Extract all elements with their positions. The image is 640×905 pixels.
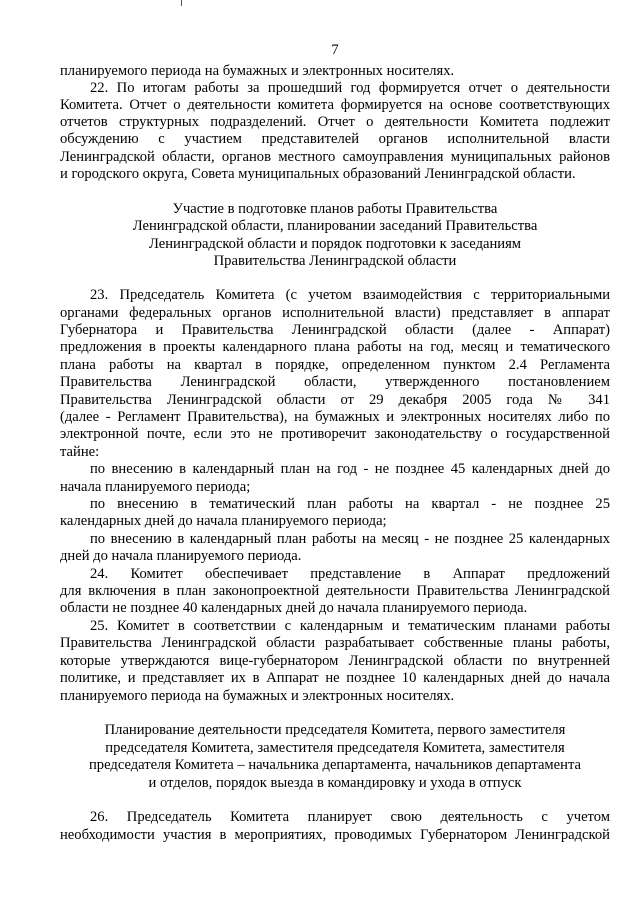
list-item-line: по внесению в календарный план работы на месяц - не позднее 25 календарных [90,531,610,547]
paragraph-24-line: для включения в план законопроектной деятельности Правительства Ленинградской [60,583,610,599]
paragraph-24-line: области не позднее 40 календарных дней до начала планируемого периода. [60,600,528,616]
paragraph-26-line: необходимости участия в мероприятиях, проводимых Губернатором Ленинградской [60,827,610,843]
paragraph-23-line: (далее - Регламент Правительства), на бумажных и электронных носителях либо по [60,409,610,425]
list-item-line: дней до начала планируемого периода. [60,548,302,564]
section-heading-line: Планирование деятельности председателя Комитета, первого заместителя [104,722,566,738]
paragraph-23-line: электронной почте, если это не противоречит законодательству о государственной [60,426,610,442]
paragraph-23-line: органами федеральных органов исполнительной власти) представляет в аппарат [60,305,610,321]
section-heading-line: Правительства Ленинградской области [213,253,457,269]
paragraph-22-line: отчетов структурных подразделений. Отчет о деятельности Комитета подлежит [60,114,610,130]
paragraph-23-line: Правительства Ленинградской области, утвержденного постановлением [60,374,610,390]
paragraph-23-line: Правительства Ленинградской области от 29 декабря 2005 года № 341 [60,392,610,408]
paragraph-25-line: Правительства Ленинградской области разрабатывает собственные планы работы, [60,635,610,651]
section-heading-line: председателя Комитета, заместителя председателя Комитета, заместителя [105,740,565,756]
paragraph-22-line: 22. По итогам работы за прошедший год формируется отчет о деятельности [90,80,610,96]
paragraph-25-line: планируемого периода на бумажных и электронных носителях. [60,688,455,704]
paragraph-24-line: 24. Комитет обеспечивает представление в Аппарат предложений [90,566,610,582]
list-item-line: по внесению в тематический план работы на квартал - не позднее 25 [90,496,610,512]
paragraph-23-line: тайне: [60,444,100,460]
paragraph-26-line: 26. Председатель Комитета планирует свою деятельность с учетом [90,809,610,825]
list-item-line: по внесению в календарный план на год - не позднее 45 календарных дней до [90,461,610,477]
paragraph-23-line: Губернатора и Правительства Ленинградской области (далее - Аппарат) [60,322,610,338]
paragraph-22-line: и городского округа, Совета муниципальных образований Ленинградской области. [60,166,576,182]
list-item-line: начала планируемого периода; [60,479,251,495]
section-heading-line: председателя Комитета – начальника департамента, начальников департамента [89,757,581,773]
paragraph-22-line: Комитета. Отчет о деятельности комитета формируется на основе соответствующих [60,97,610,113]
page-number: 7 [331,42,339,58]
document-page [60,0,610,905]
list-item-line: календарных дней до начала планируемого периода; [60,513,387,529]
paragraph-23-line: плана работы на квартал в порядке, определенном пунктом 2.4 Регламента [60,357,610,373]
paragraph-25-line: 25. Комитет в соответствии с календарным и тематическим планами работы [90,618,610,634]
text-line: планируемого периода на бумажных и электронных носителях. [60,63,455,79]
section-heading-line: Ленинградской области и порядок подготовки к заседаниям [148,236,522,252]
paragraph-25-line: которые утверждаются вице-губернатором Ленинградской области по внутренней [60,653,610,669]
paragraph-22-line: обсуждению с участием представителей органов исполнительной власти [60,131,610,147]
section-heading-line: и отделов, порядок выезда в командировку и ухода в отпуск [148,775,522,791]
section-heading-line: Ленинградской области, планировании заседаний Правительства [132,218,538,234]
section-heading-line: Участие в подготовке планов работы Правительства [172,201,498,217]
paragraph-23-line: предложения в проекты календарного плана работы на год, месяц и тематического [60,339,610,355]
paragraph-22-line: Ленинградской области, органов местного самоуправления муниципальных районов [60,149,610,165]
paragraph-23-line: 23. Председатель Комитета (с учетом взаимодействия с территориальными [90,287,610,303]
paragraph-25-line: политике, и представляет их в Аппарат не позднее 10 календарных дней до начала [60,670,610,686]
